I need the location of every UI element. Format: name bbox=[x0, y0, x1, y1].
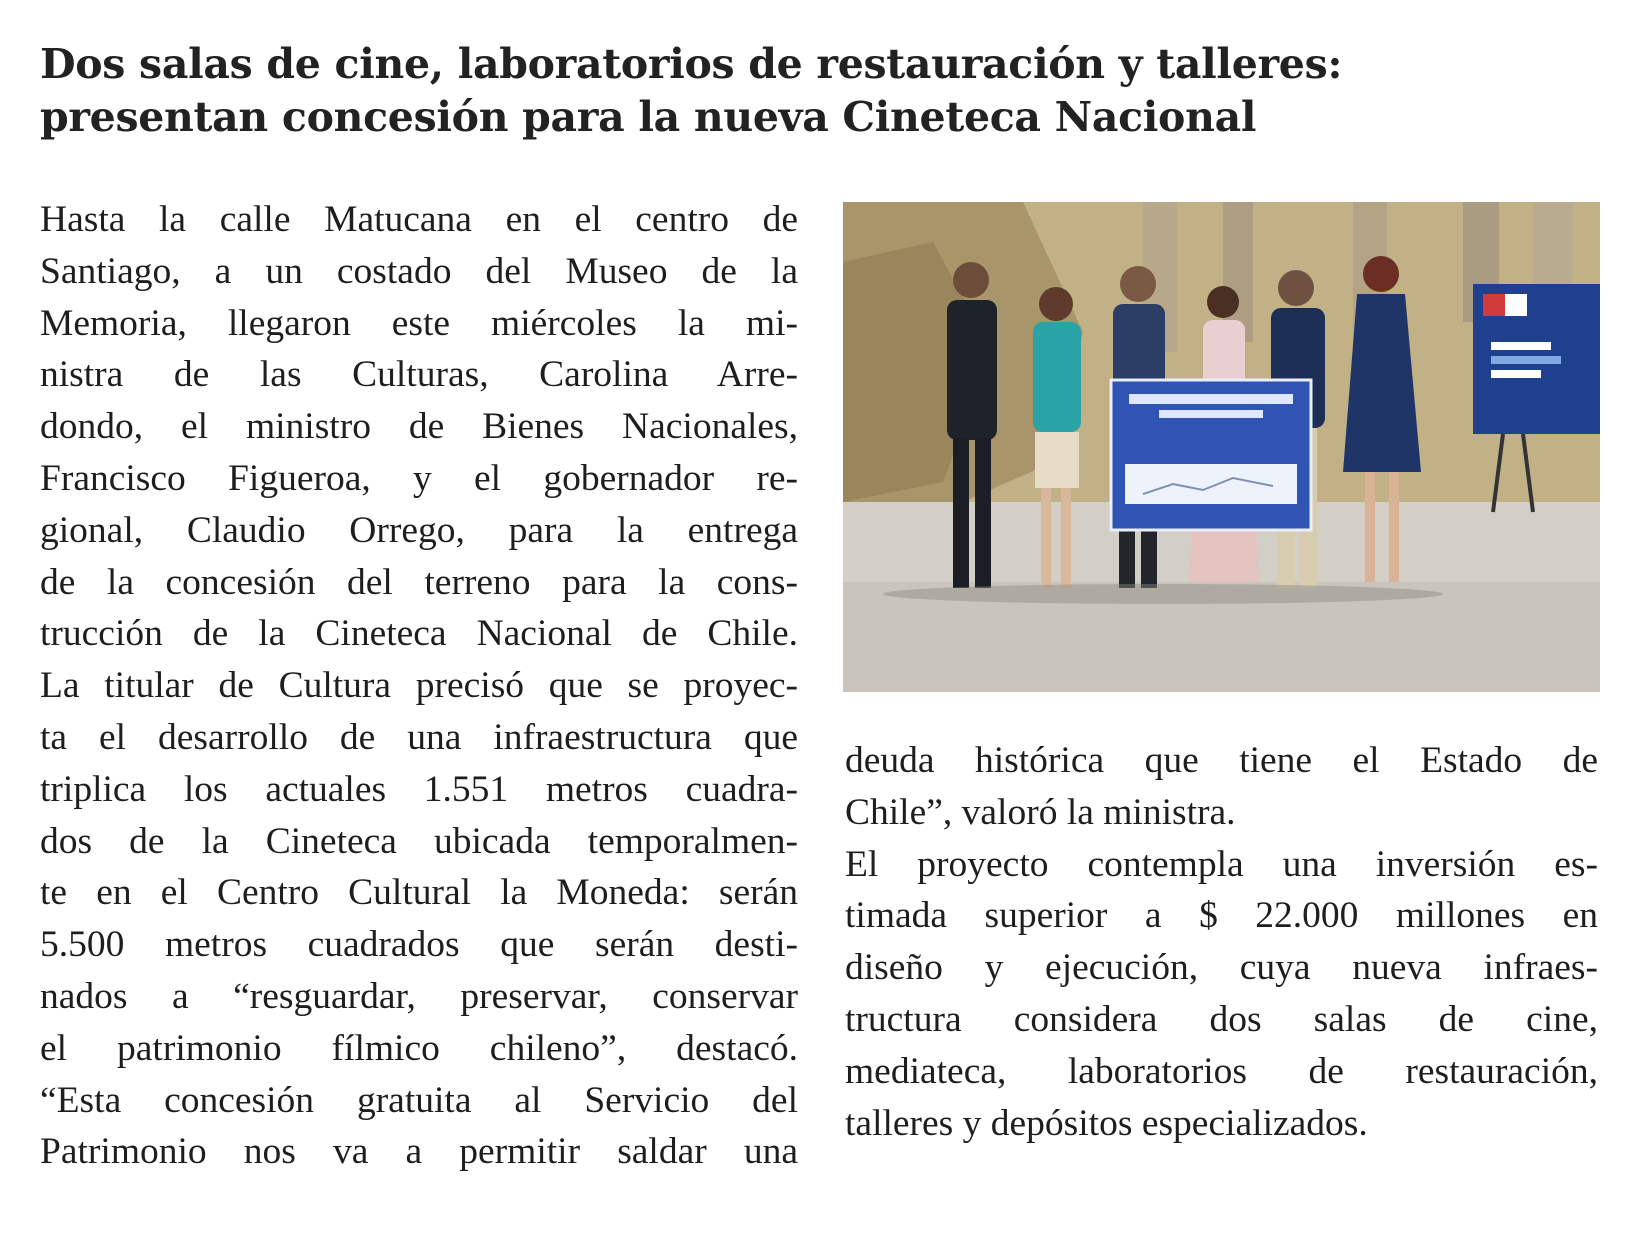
article-body-left-column bbox=[40, 194, 798, 1178]
body-line: el patrimonio fílmico chileno”, destacó. bbox=[40, 1027, 798, 1069]
body-line: La titular de Cultura precisó que se proyec- bbox=[40, 665, 798, 707]
body-line: nados a “resguardar, preservar, conservar bbox=[40, 975, 798, 1017]
article-photo bbox=[843, 202, 1600, 692]
body-line: dos de la Cineteca ubicada temporalmen- bbox=[40, 820, 798, 862]
body-line: Memoria, llegaron este miércoles la mi- bbox=[40, 302, 798, 344]
body-line: Patrimonio nos va a permitir saldar una bbox=[40, 1131, 798, 1173]
body-line: timada superior a $ 22.000 millones en bbox=[845, 895, 1598, 937]
body-line: Hasta la calle Matucana en el centro de bbox=[40, 199, 798, 240]
body-line: El proyecto contempla una inversión es- bbox=[845, 843, 1598, 885]
body-line: deuda histórica que tiene el Estado de bbox=[845, 740, 1598, 781]
body-line: Santiago, a un costado del Museo de la bbox=[40, 250, 798, 292]
headline-line-2: presentan concesión para la nueva Cineteca Nacional bbox=[40, 93, 1257, 141]
body-line: diseño y ejecución, cuya nueva infraes- bbox=[845, 947, 1598, 989]
body-line: ta el desarrollo de una infraestructura que bbox=[40, 716, 798, 758]
group-photo-illustration bbox=[843, 202, 1600, 692]
body-line: Francisco Figueroa, y el gobernador re- bbox=[40, 457, 798, 499]
body-line: mediateca, laboratorios de restauración, bbox=[845, 1050, 1598, 1092]
body-line: 5.500 metros cuadrados que serán desti- bbox=[40, 924, 798, 966]
body-line: Chile”, valoró la ministra. bbox=[845, 791, 1236, 833]
body-line: tructura considera dos salas de cine, bbox=[845, 998, 1598, 1040]
body-line: de la concesión del terreno para la cons- bbox=[40, 561, 798, 603]
article-body-right-column bbox=[845, 735, 1598, 1149]
body-line: talleres y depósitos especializados. bbox=[845, 1102, 1368, 1144]
body-line: te en el Centro Cultural la Moneda: serán bbox=[40, 872, 798, 914]
article-headline bbox=[40, 38, 1600, 144]
body-line: triplica los actuales 1.551 metros cuadra- bbox=[40, 768, 798, 810]
body-line: trucción de la Cineteca Nacional de Chile. bbox=[40, 613, 798, 655]
body-line: dondo, el ministro de Bienes Nacionales, bbox=[40, 406, 798, 448]
body-line: nistra de las Culturas, Carolina Arre- bbox=[40, 354, 798, 396]
body-line: gional, Claudio Orrego, para la entrega bbox=[40, 509, 798, 551]
body-line: “Esta concesión gratuita al Servicio del bbox=[40, 1079, 798, 1121]
headline-line-1: Dos salas de cine, laboratorios de restauración y talleres: bbox=[40, 40, 1343, 88]
